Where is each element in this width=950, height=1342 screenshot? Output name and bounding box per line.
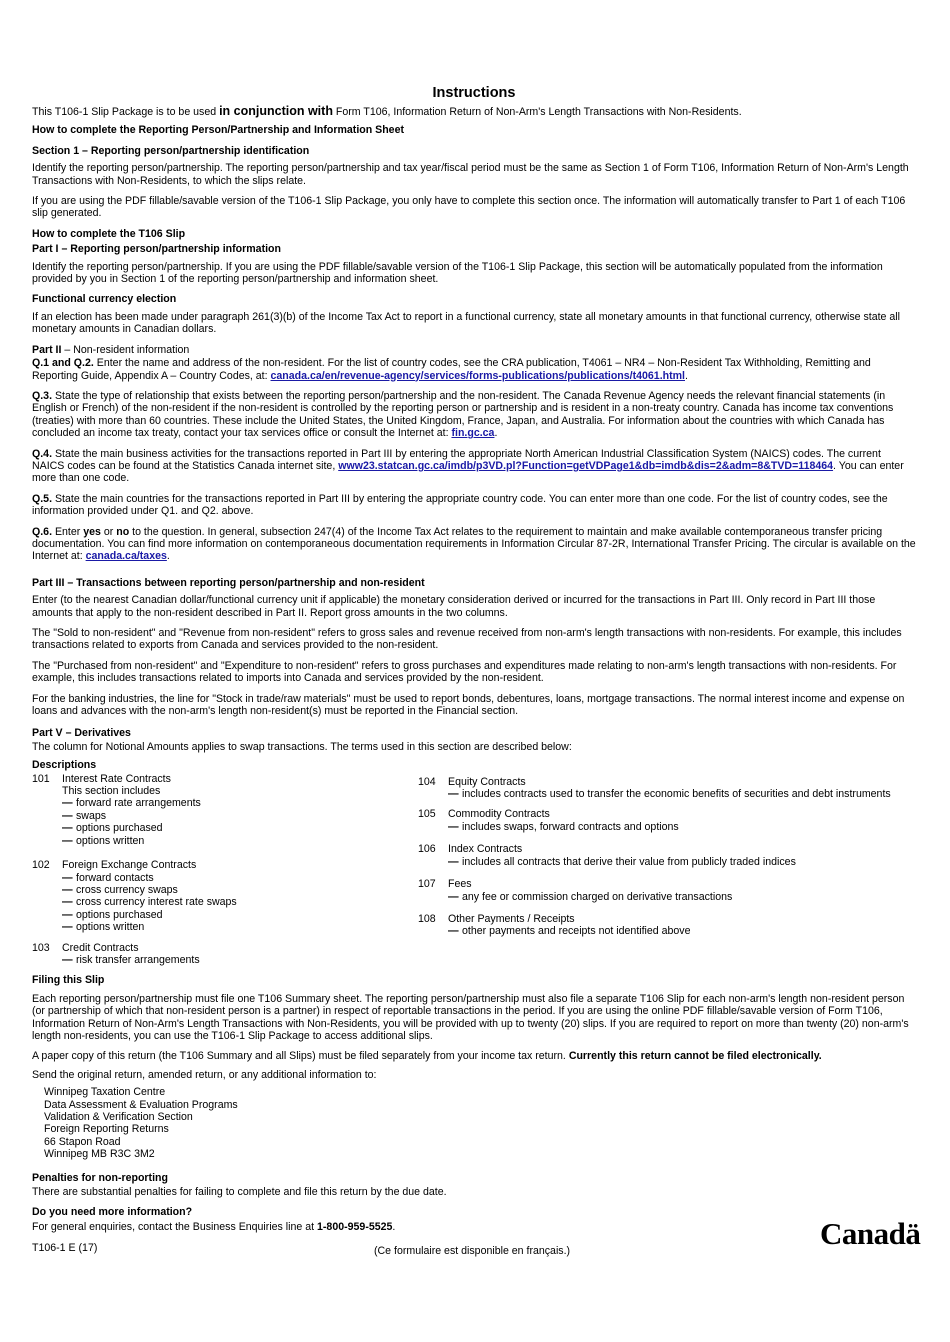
q1-paragraph: Q.1 and Q.2. Enter the name and address of the non-resident. For the list of country codes, see the CRA publication, T4061 – NR4 – Non-Resident Tax Withholding, Remitting and Reporting Guide, Appendix A – Country Codes, at: canada.ca/en/revenue-agency/services/forms-publications/publications/t4061.html. <box>32 357 871 382</box>
penalties-p1: There are substantial penalties for failing to complete and file this return by the due date. <box>32 1186 447 1199</box>
part1-heading: Part I – Reporting person/partnership information <box>32 243 281 256</box>
section1-heading: Section 1 – Reporting person/partnership identification <box>32 144 310 157</box>
info-p1: For general enquiries, contact the Business Enquiries line at 1-800-959-5525. <box>32 1220 396 1233</box>
list-item: — risk transfer arrangements <box>62 953 200 966</box>
filing-p2: A paper copy of this return (the T106 Summary and all Slips) must be filed separately from your income tax return. Currently this return cannot be filed electronically. <box>32 1050 822 1063</box>
part3-p3: The "Purchased from non-resident" and "Expenditure to non-resident" refers to gross purchases and expenditures made relating to non-arm's length transactions with non-residents. For example, this includes transactions related to imports into Canada and services provided by the non-resident. <box>32 659 897 685</box>
form-number: T106-1 E (17) <box>32 1242 98 1254</box>
desc-106: 106 Index Contracts — includes all contracts that derive their value from publicly traded indices <box>418 843 796 868</box>
desc-104: 104 Equity Contracts — includes contracts used to transfer the economic benefits of securities and debt instruments <box>418 775 891 801</box>
page-title: Instructions <box>432 85 516 101</box>
part2-heading: Part II – Non-resident information <box>32 343 190 356</box>
part3-heading: Part III – Transactions between reporting person/partnership and non-resident <box>32 576 425 589</box>
t4061-link[interactable]: canada.ca/en/revenue-agency/services/forms-publications/publications/t4061.html <box>270 369 685 382</box>
part3-p4: For the banking industries, the line for "Stock in trade/raw materials" must be used to report bonds, debentures, loans, mortgage transactions. The normal interest income and expense on loans and advances with the non-arm's length non-resident(s) must be reported in the Financial section. <box>32 692 905 718</box>
part3-p1: Enter (to the nearest Canadian dollar/functional currency unit if applicable) the monetary consideration derived or incurred for the transactions in Part III. Only record in Part III those amounts that apply to the non-resident described in Part II. Report gross amounts in the two columns. <box>32 594 876 619</box>
descriptions-right <box>418 773 916 967</box>
list-item: — includes contracts used to transfer the economic benefits of securities and debt instruments <box>448 788 891 801</box>
desc-102: 102 Foreign Exchange Contracts — forward contacts — cross currency swaps — cross currency interest rate swaps — options purchased — options written <box>32 859 237 934</box>
desc-103: 103 Credit Contracts — risk transfer arrangements <box>32 941 200 966</box>
info-heading: Do you need more information? <box>32 1206 193 1219</box>
descriptions-left <box>32 773 418 967</box>
part3-p2: The "Sold to non-resident" and "Revenue from non-resident" refers to gross sales and revenue received from non-arm's length transactions with non-residents. For example, this includes transactions related to exports from Canada and services provided to the non-resident. <box>32 627 902 652</box>
list-item: — options purchased <box>62 908 163 921</box>
list-item: — swaps <box>62 809 107 822</box>
statcan-link[interactable]: www23.statcan.gc.ca/imdb/p3VD.pl?Function=getVDPage1&db=imdb&dis=2&adm=8&TVD=118464 <box>338 459 834 472</box>
q4-paragraph: Q.4. State the main business activities for the transactions reported in Part III by entering the appropriate North American Industrial Classification System (NAICS) codes. The current NAICS codes can be found at the Statistics Canada internet site, www23.statcan.gc.ca/imdb/p3VD.pl?Function=getVDPage1&db=imdb&dis=2&adm=8&TVD=118464. You can enter more than one code. <box>32 447 904 485</box>
section1-p1: Identify the reporting person/partnership. The reporting person/partnership and tax year/fiscal period must be the same as Section 1 of Form T106, Information Return of Non-Arm's Length Transactions with Non-Residents, to which the slips relate. <box>32 162 909 187</box>
instructions-page <box>32 84 916 1233</box>
filing-p3: Send the original return, amended return, or any additional information to: <box>32 1068 377 1081</box>
section1-p2: If you are using the PDF fillable/savable version of the T106-1 Slip Package, you only have to complete this section once. The information will automatically transfer to Part 1 of each T106 slip generated. <box>32 195 906 220</box>
intro-text: This T106-1 Slip Package is to be used in conjunction with Form T106, Information Return of Non-Arm's Length Transactions with Non-Residents. <box>32 104 742 118</box>
filing-p1: Each reporting person/partnership must file one T106 Summary sheet. The reporting person/partnership must also file a separate T106 Slip for each non-arm's length non-resident person (or partnership of which that non-resident person is a partner) in respect of reportable transactions in the period. If you are using the online PDF fillable/savable version of Form T106, Information Return of Non-Arm's Length Transactions with Non-Residents, you will be provided with up to twenty (20) slips. If you are required to report on more than twenty (20) non-arm's length non-residents, you can use the T106-1 Slip Package to access additional slips. <box>32 992 909 1042</box>
list-item: — forward contacts <box>62 871 154 884</box>
list-item: — cross currency interest rate swaps <box>62 896 237 909</box>
part1-p1: Identify the reporting person/partnership. If you are using the PDF fillable/savable version of the T106-1 Slip Package, this section will be automatically populated from the information provided by you in Section 1 of the reporting person/partnership and information sheet. <box>32 260 883 286</box>
list-item: — includes swaps, forward contracts and options <box>448 820 679 833</box>
list-item: — options purchased <box>62 822 163 835</box>
desc-108: 108 Other Payments / Receipts — other payments and receipts not identified above <box>418 912 691 938</box>
fin-link[interactable]: fin.gc.ca <box>451 427 495 440</box>
part5-heading: Part V – Derivatives <box>32 727 131 740</box>
mailing-address: Winnipeg Taxation Centre Data Assessment & Evaluation Programs Validation & Verification Section Foreign Reporting Returns 66 Stapon Road Winnipeg MB R3C 3M2 <box>44 1086 238 1161</box>
taxes-link[interactable]: canada.ca/taxes <box>85 550 167 563</box>
list-item: — includes all contracts that derive their value from publicly traded indices <box>448 855 796 868</box>
list-item: — forward rate arrangements <box>62 797 201 810</box>
descriptions-columns <box>32 773 916 967</box>
penalties-heading: Penalties for non-reporting <box>32 1171 168 1184</box>
phone-number: 1-800-959-5525 <box>317 1220 393 1233</box>
functional-p1: If an election has been made under paragraph 261(3)(b) of the Income Tax Act to report in a functional currency, state all monetary amounts in that functional currency, otherwise state all monetary amounts in Canadian dollars. <box>32 310 900 336</box>
functional-heading: Functional currency election <box>32 293 177 306</box>
list-item: — any fee or commission charged on derivative transactions <box>448 890 733 903</box>
list-item: — options written <box>62 834 145 847</box>
desc-101: 101 Interest Rate Contracts This section includes — forward rate arrangements — swaps — options purchased — options written <box>32 772 201 847</box>
part5-p1: The column for Notional Amounts applies to swap transactions. The terms used in this section are described below: <box>32 740 572 753</box>
french-availability: (Ce formulaire est disponible en français.) <box>374 1245 571 1257</box>
how-reporting-heading: How to complete the Reporting Person/Partnership and Information Sheet <box>32 124 404 137</box>
descriptions-heading: Descriptions <box>32 759 97 772</box>
q3-paragraph: Q.3. State the type of relationship that exists between the reporting person/partnership and the non-resident. The Canada Revenue Agency needs the relevant financial statements (in English or French) of the non-resident if the non-resident is controlled by the reporting person or partnership and is resident in a non-treaty country. Canada has income tax conventions (treaties) with more than 60 countries. These include the United States, the United Kingdom, France, Japan, and Australia. For information about the countries with which Canada has concluded an income tax treaty, contact your tax services office or consult the Internet at: fin.gc.ca. <box>32 389 894 440</box>
desc-107: 107 Fees — any fee or commission charged on derivative transactions <box>418 878 733 903</box>
filing-heading: Filing this Slip <box>32 974 105 987</box>
desc-105: 105 Commodity Contracts — includes swaps, forward contracts and options <box>418 808 679 833</box>
list-item: — options written <box>62 921 145 934</box>
list-item: — other payments and receipts not identified above <box>448 925 691 938</box>
q6-paragraph: Q.6. Enter yes or no to the question. In general, subsection 247(4) of the Income Tax Act relates to the requirement to maintain and make available contemporaneous transfer pricing documentation. You can find more information on contemporaneous documentation requirements in Information Circular 87-2R, International Transfer Pricing. The circular is available on the Internet at: canada.ca/taxes. <box>32 525 916 563</box>
how-slip-heading: How to complete the T106 Slip <box>32 227 186 240</box>
q5-paragraph: Q.5. State the main countries for the transactions reported in Part III by entering the appropriate country code. You can enter more than one code. For the list of country codes, see the information provided under Q1. and Q2. above. <box>32 492 888 518</box>
canada-wordmark: Canadä <box>820 1216 921 1251</box>
list-item: — cross currency swaps <box>62 883 178 896</box>
